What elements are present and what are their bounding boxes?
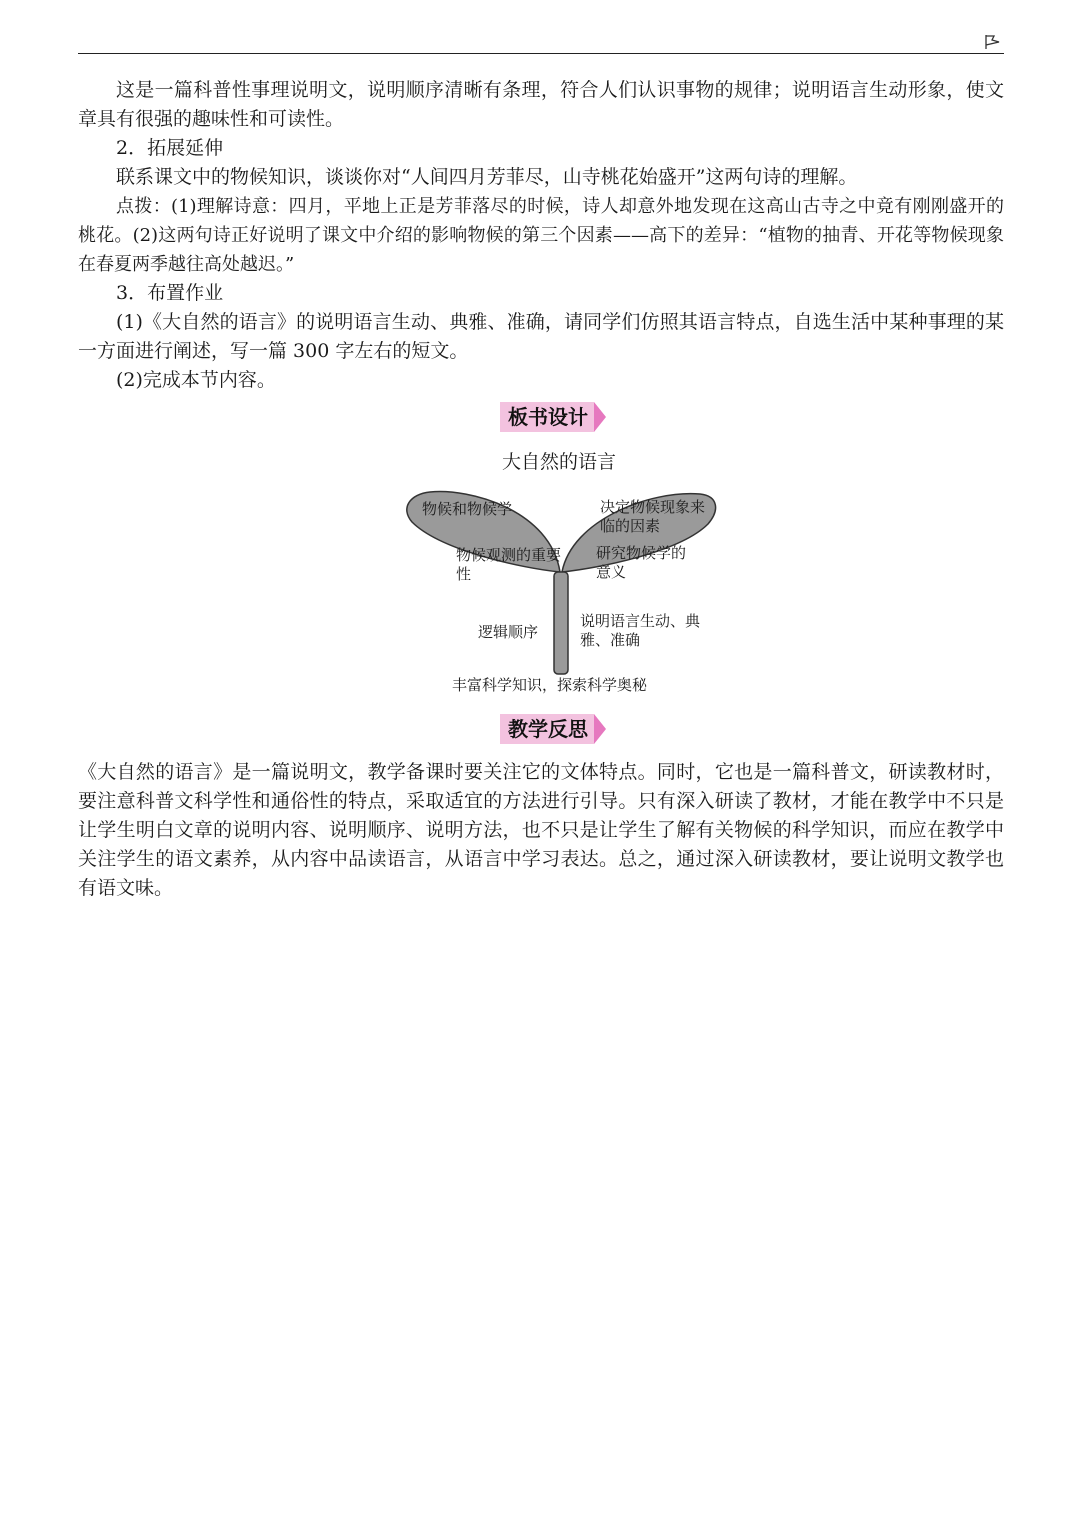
tag-arrow-icon xyxy=(594,402,606,432)
reflection-paragraph: 《大自然的语言》是一篇说明文，教学备课时要关注它的文体特点。同时，它也是一篇科普文，研读教材时，要注意科普文科学性和通俗性的特点，采取适宜的方法进行引导。只有深入研读了教材，才能在教学中不只是让学生明白文章的说明内容、说明顺序、说明方法，也不只是让学生了解有关物候的科学知识，而应在教学中关注学生的语文素养，从内容中品读语言，从语言中学习表达。总之，通过深入研读教材，要让说明文教学也有语文味。 xyxy=(78,761,1004,899)
leaf-label-importance: 物候观测的重要性 xyxy=(456,546,562,583)
section-heading-extension: 2．拓展延伸 xyxy=(116,137,224,159)
board-footer: 丰富科学知识，探索科学奥秘 xyxy=(452,676,648,694)
header-rule xyxy=(78,53,1004,54)
stem xyxy=(554,572,568,674)
stem-label-language: 说明语言生动、典雅、准确 xyxy=(580,612,701,649)
reflection-section xyxy=(78,758,1004,903)
reflection-label: 教学反思 xyxy=(500,714,594,744)
hint-paragraph: 点拨：(1)理解诗意：四月，平地上正是芳菲落尽的时候，诗人却意外地发现在这高山古寺之中竟有刚刚盛开的桃花。(2)这两句诗正好说明了课文中介绍的影响物候的第三个因素——高下的差异：“植物的抽青、开花等物候现象在春夏两季越往高处越迟。” xyxy=(78,196,1004,275)
stem-label-order: 逻辑顺序 xyxy=(478,623,539,641)
leaf-label-phenology: 物候和物候学 xyxy=(422,500,513,518)
extension-question: 联系课文中的物候知识，谈谈你对“人间四月芳菲尽，山寺桃花始盛开”这两句诗的理解。 xyxy=(116,166,858,188)
board-diagram xyxy=(400,440,730,700)
board-design-tag xyxy=(500,402,606,432)
flag-icon xyxy=(984,34,1002,50)
board-title: 大自然的语言 xyxy=(502,451,617,473)
leaf-label-factors: 决定物候现象来临的因素 xyxy=(600,498,706,535)
section-heading-homework: 3．布置作业 xyxy=(116,282,224,304)
homework-item-2: (2)完成本节内容。 xyxy=(116,369,276,391)
board-design-label: 板书设计 xyxy=(500,402,594,432)
tag-arrow-icon xyxy=(594,714,606,744)
lesson-body xyxy=(78,76,1004,395)
homework-item-1: (1)《大自然的语言》的说明语言生动、典雅、准确，请同学们仿照其语言特点，自选生活中某种事理的某一方面进行阐述，写一篇 300 字左右的短文。 xyxy=(78,311,1004,362)
leaf-label-significance: 研究物候学的意义 xyxy=(596,544,687,581)
summary-paragraph: 这是一篇科普性事理说明文，说明顺序清晰有条理，符合人们认识事物的规律；说明语言生动形象，使文章具有很强的趣味性和可读性。 xyxy=(78,79,1004,130)
reflection-tag xyxy=(500,714,606,744)
